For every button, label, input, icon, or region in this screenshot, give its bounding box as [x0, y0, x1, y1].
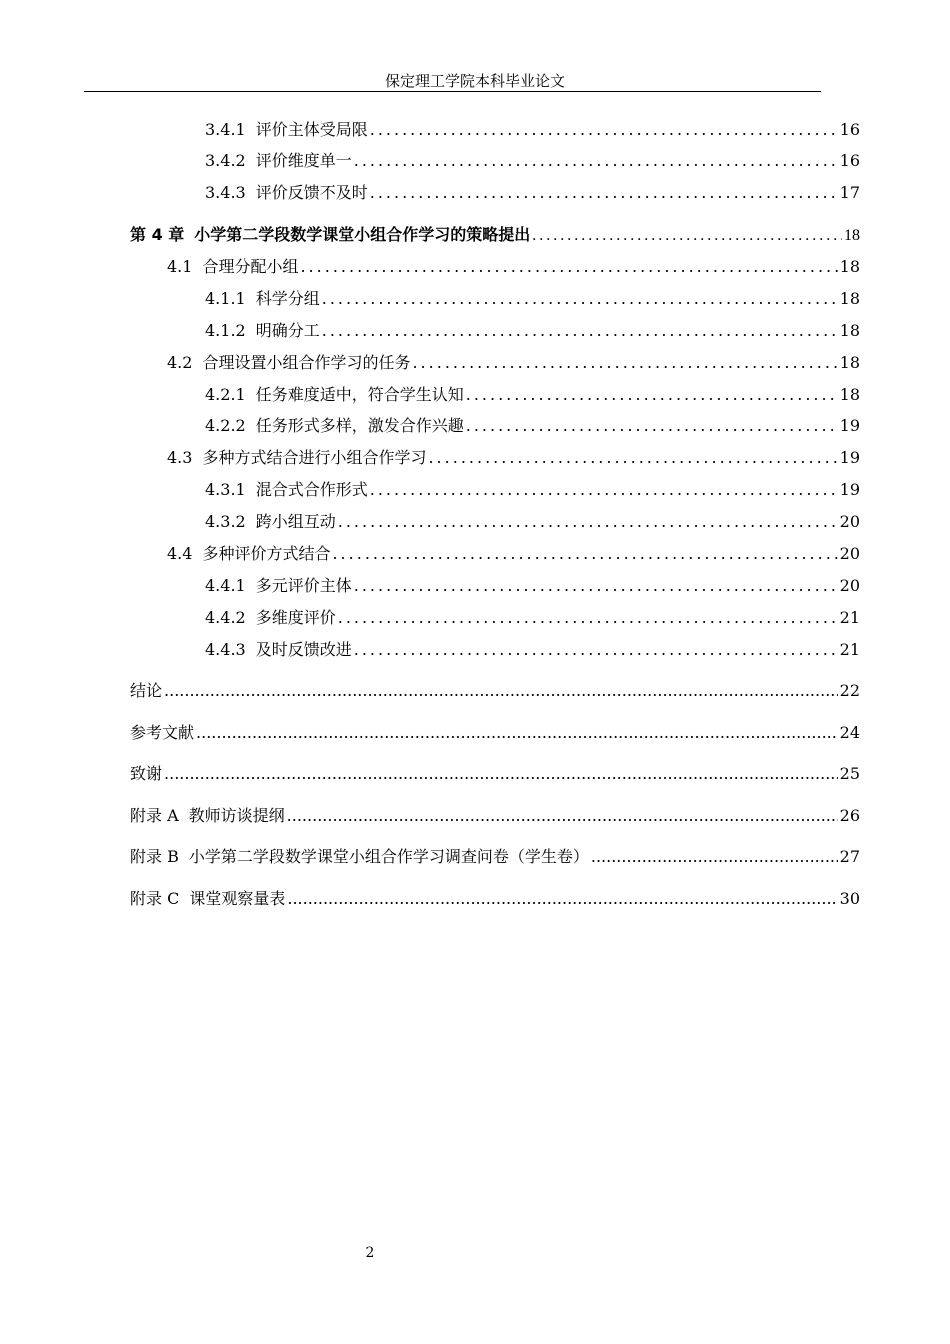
header-divider	[84, 91, 821, 92]
toc-entry-title: 混合式合作形式	[255, 480, 368, 499]
toc-entry-page: 18	[839, 353, 860, 372]
toc-entry[interactable]	[167, 255, 860, 279]
toc-entry-title: 多元评价主体	[255, 576, 352, 595]
toc-entry-page: 20	[839, 544, 860, 563]
toc-dot-leader	[412, 351, 837, 375]
toc-entry-title: 合理分配小组	[202, 257, 299, 276]
toc-entry-page: 27	[839, 847, 860, 866]
toc-entry[interactable]	[205, 149, 860, 173]
toc-entry-page: 19	[839, 448, 860, 467]
toc-entry-acknowledgements[interactable]	[130, 762, 860, 786]
toc-entry[interactable]	[205, 118, 860, 142]
toc-entry-number: 3.4.3	[205, 183, 246, 202]
toc-entry-title: 结论	[130, 681, 163, 700]
toc-entry[interactable]	[205, 319, 860, 343]
toc-entry-page: 18	[839, 257, 860, 276]
toc-entry-title: 致谢	[130, 764, 163, 783]
toc-entry[interactable]	[205, 181, 860, 205]
toc-dot-leader	[196, 721, 838, 745]
toc-entry-number: 4.1.2	[205, 321, 246, 340]
toc-dot-leader	[532, 224, 842, 248]
toc-entry-title: 参考文献	[130, 723, 195, 742]
toc-entry-title: 评价维度单一	[255, 151, 352, 170]
toc-entry-appendix-c[interactable]	[130, 887, 860, 911]
toc-entry-title: 多种方式结合进行小组合作学习	[202, 448, 427, 467]
toc-entry-title: 课堂观察量表	[189, 889, 286, 908]
toc-entry-number: 4.2.1	[205, 385, 246, 404]
toc-entry-page: 30	[839, 889, 860, 908]
toc-entry-page: 21	[839, 640, 860, 659]
toc-entry-page: 16	[839, 120, 860, 139]
toc-entry-page: 22	[839, 681, 860, 700]
toc-entry-title: 明确分工	[255, 321, 320, 340]
toc-entry[interactable]	[205, 574, 860, 598]
toc-dot-leader	[466, 414, 838, 438]
toc-entry-appendix-b[interactable]	[130, 845, 860, 869]
toc-entry-number: 附录 C	[130, 889, 180, 908]
toc-entry-title: 科学分组	[255, 289, 320, 308]
toc-entry-number: 附录 A	[130, 806, 179, 825]
toc-entry-number: 4.2.2	[205, 416, 246, 435]
toc-entry-number: 第 4 章	[130, 225, 185, 244]
toc-entry-number: 3.4.2	[205, 151, 246, 170]
toc-entry[interactable]	[167, 542, 860, 566]
toc-entry-number: 4.2	[167, 353, 193, 372]
toc-entry-page: 24	[839, 723, 860, 742]
toc-entry-number: 3.4.1	[205, 120, 246, 139]
toc-entry-page: 21	[839, 608, 860, 627]
toc-entry-title: 多种评价方式结合	[202, 544, 331, 563]
toc-entry[interactable]	[205, 478, 860, 502]
toc-entry-page: 25	[839, 764, 860, 783]
toc-entry-number: 4.4	[167, 544, 193, 563]
toc-dot-leader	[428, 446, 837, 470]
toc-entry-page: 18	[839, 321, 860, 340]
toc-entry-title: 任务形式多样，激发合作兴趣	[255, 416, 464, 435]
toc-entry-title: 及时反馈改进	[255, 640, 352, 659]
toc-entry-number: 4.3.2	[205, 512, 246, 531]
toc-entry-page: 18	[839, 385, 860, 404]
toc-dot-leader	[287, 804, 838, 828]
toc-dot-leader	[354, 638, 838, 662]
toc-dot-leader	[370, 118, 838, 142]
toc-entry[interactable]	[205, 414, 860, 438]
toc-entry-number: 附录 B	[130, 847, 179, 866]
toc-entry-number: 4.4.1	[205, 576, 246, 595]
toc-entry-page: 20	[839, 576, 860, 595]
toc-dot-leader	[370, 478, 838, 502]
toc-entry-page: 18	[839, 289, 860, 308]
toc-entry-page: 16	[839, 151, 860, 170]
toc-entry-number: 4.1.1	[205, 289, 246, 308]
toc-entry-title: 任务难度适中，符合学生认知	[255, 385, 464, 404]
toc-dot-leader	[338, 510, 838, 534]
toc-dot-leader	[164, 762, 838, 786]
toc-chapter-entry[interactable]	[130, 223, 860, 247]
toc-entry-page: 18	[844, 227, 860, 244]
toc-entry-number: 4.4.3	[205, 640, 246, 659]
toc-dot-leader	[287, 887, 837, 911]
page-header-title: 保定理工学院本科毕业论文	[384, 72, 565, 90]
toc-dot-leader	[354, 574, 838, 598]
toc-entry[interactable]	[167, 351, 860, 375]
toc-entry[interactable]	[205, 606, 860, 630]
toc-entry-page: 19	[839, 416, 860, 435]
toc-dot-leader	[164, 679, 838, 703]
toc-entry[interactable]	[205, 510, 860, 534]
toc-entry-page: 17	[839, 183, 860, 202]
toc-entry-page: 20	[839, 512, 860, 531]
toc-dot-leader	[591, 845, 838, 869]
toc-entry[interactable]	[205, 638, 860, 662]
toc-entry-title: 评价主体受局限	[255, 120, 368, 139]
toc-entry-number: 4.3	[167, 448, 193, 467]
toc-entry-title: 小学第二学段数学课堂小组合作学习调查问卷（学生卷）	[188, 847, 589, 866]
toc-entry-title: 小学第二学段数学课堂小组合作学习的策略提出	[194, 225, 531, 244]
toc-dot-leader	[338, 606, 838, 630]
toc-entry-title: 教师访谈提纲	[188, 806, 285, 825]
toc-entry-title: 多维度评价	[255, 608, 336, 627]
toc-dot-leader	[370, 181, 838, 205]
toc-entry-title: 跨小组互动	[255, 512, 336, 531]
toc-entry[interactable]	[205, 383, 860, 407]
toc-entry-page: 26	[839, 806, 860, 825]
toc-dot-leader	[322, 319, 838, 343]
toc-dot-leader	[300, 255, 837, 279]
toc-dot-leader	[322, 287, 838, 311]
toc-entry-conclusion[interactable]	[130, 679, 860, 703]
toc-dot-leader	[354, 149, 838, 173]
toc-entry-title: 合理设置小组合作学习的任务	[202, 353, 411, 372]
toc-entry-references[interactable]	[130, 721, 860, 745]
toc-entry-number: 4.1	[167, 257, 193, 276]
toc-entry[interactable]	[167, 446, 860, 470]
toc-entry-title: 评价反馈不及时	[255, 183, 368, 202]
toc-entry-number: 4.4.2	[205, 608, 246, 627]
page-number: 2	[365, 1245, 375, 1261]
toc-entry[interactable]	[205, 287, 860, 311]
toc-entry-page: 19	[839, 480, 860, 499]
toc-dot-leader	[332, 542, 837, 566]
toc-entry-appendix-a[interactable]	[130, 804, 860, 828]
toc-dot-leader	[466, 383, 838, 407]
toc-entry-number: 4.3.1	[205, 480, 246, 499]
